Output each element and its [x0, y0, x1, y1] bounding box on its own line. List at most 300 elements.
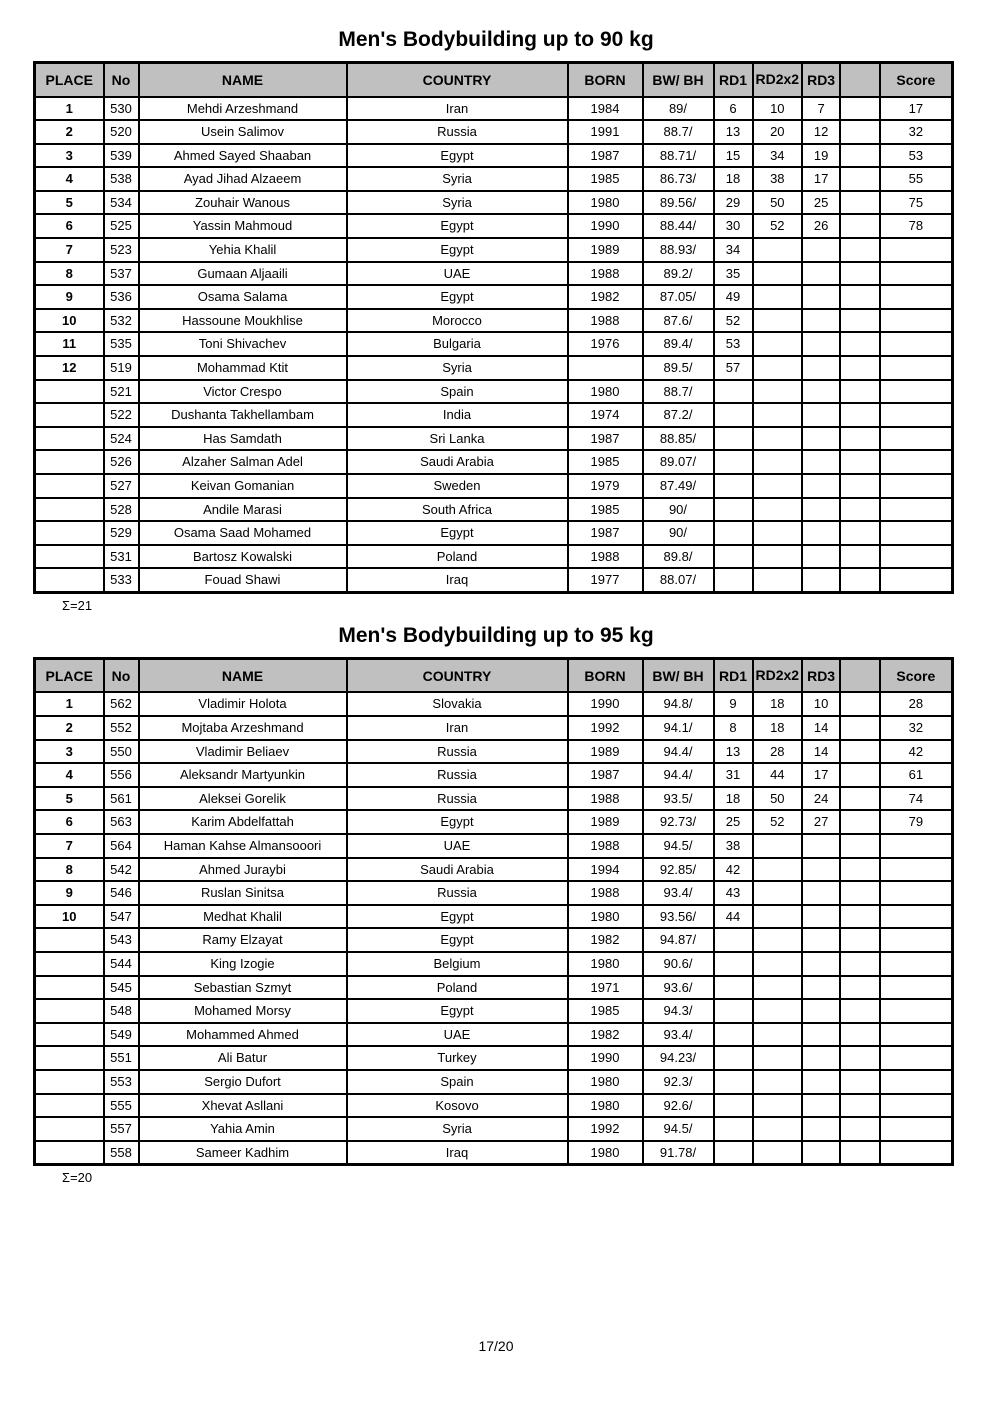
cell-score: 79	[880, 810, 952, 834]
cell-place	[35, 952, 104, 976]
cell-rd1: 42	[714, 858, 753, 882]
cell-born: 1988	[568, 262, 643, 286]
cell-rd1: 43	[714, 881, 753, 905]
cell-bw-bh: 91.78/	[643, 1141, 714, 1165]
cell-no: 519	[104, 356, 139, 380]
cell-born: 1988	[568, 545, 643, 569]
cell-blank	[840, 881, 880, 905]
cell-rd1: 49	[714, 285, 753, 309]
cell-blank	[840, 144, 880, 168]
table-row	[35, 238, 953, 262]
cell-rd2x2	[753, 1141, 803, 1165]
cell-born: 1980	[568, 191, 643, 215]
cell-bw-bh: 87.05/	[643, 285, 714, 309]
cell-rd2x2	[753, 1117, 803, 1141]
cell-no: 546	[104, 881, 139, 905]
cell-place	[35, 521, 104, 545]
cell-bw-bh: 94.3/	[643, 999, 714, 1023]
cell-rd2x2	[753, 332, 803, 356]
cell-name: Ayad Jihad Alzaeem	[139, 167, 347, 191]
cell-rd3	[802, 1117, 840, 1141]
cell-country: Syria	[347, 356, 568, 380]
cell-name: Usein Salimov	[139, 120, 347, 144]
cell-born: 1992	[568, 716, 643, 740]
cell-score: 28	[880, 692, 952, 716]
cell-no: 549	[104, 1023, 139, 1047]
cell-country: Russia	[347, 881, 568, 905]
cell-place	[35, 427, 104, 451]
cell-rd2x2: 38	[753, 167, 803, 191]
cell-rd1	[714, 427, 753, 451]
cell-bw-bh: 86.73/	[643, 167, 714, 191]
table-row	[35, 380, 953, 404]
cell-rd2x2: 34	[753, 144, 803, 168]
table-row	[35, 834, 953, 858]
cell-no: 552	[104, 716, 139, 740]
cell-country: Egypt	[347, 999, 568, 1023]
table-row	[35, 474, 953, 498]
cell-place	[35, 498, 104, 522]
cell-bw-bh: 89.2/	[643, 262, 714, 286]
cell-place: 12	[35, 356, 104, 380]
cell-rd3	[802, 928, 840, 952]
cell-rd1	[714, 521, 753, 545]
section-title-90kg: Men's Bodybuilding up to 90 kg	[338, 28, 654, 51]
cell-rd3: 17	[802, 763, 840, 787]
table-row	[35, 1094, 953, 1118]
cell-place: 6	[35, 214, 104, 238]
cell-rd2x2	[753, 952, 803, 976]
cell-place: 4	[35, 763, 104, 787]
cell-blank	[840, 380, 880, 404]
col-header-country: COUNTRY	[347, 63, 568, 97]
cell-rd2x2	[753, 999, 803, 1023]
cell-born: 1980	[568, 905, 643, 929]
cell-country: Egypt	[347, 214, 568, 238]
cell-name: Ali Batur	[139, 1046, 347, 1070]
cell-country: Kosovo	[347, 1094, 568, 1118]
cell-name: Mojtaba Arzeshmand	[139, 716, 347, 740]
cell-born: 1980	[568, 952, 643, 976]
cell-no: 525	[104, 214, 139, 238]
cell-rd1	[714, 928, 753, 952]
cell-place: 8	[35, 858, 104, 882]
cell-rd3	[802, 999, 840, 1023]
cell-name: Zouhair Wanous	[139, 191, 347, 215]
cell-bw-bh: 88.85/	[643, 427, 714, 451]
cell-country: Saudi Arabia	[347, 858, 568, 882]
cell-name: Ramy Elzayat	[139, 928, 347, 952]
cell-rd3	[802, 1046, 840, 1070]
cell-place: 11	[35, 332, 104, 356]
cell-born: 1980	[568, 1070, 643, 1094]
cell-country: Sweden	[347, 474, 568, 498]
cell-score	[880, 568, 952, 592]
table-row	[35, 740, 953, 764]
table-row	[35, 763, 953, 787]
cell-rd1: 34	[714, 238, 753, 262]
table-row	[35, 262, 953, 286]
cell-country: Iraq	[347, 1141, 568, 1165]
cell-blank	[840, 810, 880, 834]
table-row	[35, 498, 953, 522]
cell-country: South Africa	[347, 498, 568, 522]
table-row	[35, 285, 953, 309]
cell-name: Dushanta Takhellambam	[139, 403, 347, 427]
cell-place: 2	[35, 120, 104, 144]
cell-score	[880, 999, 952, 1023]
cell-blank	[840, 999, 880, 1023]
cell-blank	[840, 356, 880, 380]
cell-no: 524	[104, 427, 139, 451]
col-header-born: BORN	[568, 63, 643, 97]
cell-country: Russia	[347, 787, 568, 811]
table-row	[35, 1046, 953, 1070]
cell-born: 1989	[568, 238, 643, 262]
cell-born: 1991	[568, 120, 643, 144]
table-row	[35, 545, 953, 569]
total-count-90kg: Σ=21	[62, 597, 93, 613]
cell-blank	[840, 787, 880, 811]
cell-born: 1979	[568, 474, 643, 498]
cell-rd1	[714, 952, 753, 976]
cell-score: 61	[880, 763, 952, 787]
cell-rd3: 26	[802, 214, 840, 238]
cell-score	[880, 881, 952, 905]
cell-rd2x2	[753, 356, 803, 380]
cell-score: 55	[880, 167, 952, 191]
cell-place	[35, 1046, 104, 1070]
cell-bw-bh: 87.49/	[643, 474, 714, 498]
cell-no: 564	[104, 834, 139, 858]
cell-country: Egypt	[347, 238, 568, 262]
cell-rd1: 18	[714, 787, 753, 811]
table-row	[35, 521, 953, 545]
cell-score: 42	[880, 740, 952, 764]
cell-score: 32	[880, 120, 952, 144]
cell-score: 17	[880, 97, 952, 121]
cell-bw-bh: 94.8/	[643, 692, 714, 716]
cell-rd2x2	[753, 498, 803, 522]
table-row	[35, 692, 953, 716]
cell-rd1	[714, 1094, 753, 1118]
cell-rd2x2	[753, 1023, 803, 1047]
cell-born: 1990	[568, 1046, 643, 1070]
cell-place	[35, 1141, 104, 1165]
cell-born: 1990	[568, 214, 643, 238]
cell-score	[880, 905, 952, 929]
table-row	[35, 214, 953, 238]
cell-score	[880, 545, 952, 569]
cell-rd2x2	[753, 450, 803, 474]
cell-born: 1987	[568, 763, 643, 787]
cell-rd1: 38	[714, 834, 753, 858]
cell-rd1	[714, 403, 753, 427]
cell-name: Xhevat Asllani	[139, 1094, 347, 1118]
table-row	[35, 568, 953, 592]
cell-rd2x2	[753, 1070, 803, 1094]
cell-rd3: 14	[802, 740, 840, 764]
cell-place: 5	[35, 787, 104, 811]
cell-name: Yehia Khalil	[139, 238, 347, 262]
cell-no: 528	[104, 498, 139, 522]
cell-country: Spain	[347, 380, 568, 404]
cell-rd1: 44	[714, 905, 753, 929]
cell-bw-bh: 88.71/	[643, 144, 714, 168]
cell-rd2x2	[753, 521, 803, 545]
col-header-score: Score	[880, 658, 952, 692]
cell-score	[880, 474, 952, 498]
cell-bw-bh: 94.1/	[643, 716, 714, 740]
cell-born: 1987	[568, 427, 643, 451]
cell-name: Ahmed Sayed Shaaban	[139, 144, 347, 168]
col-header-rd1: RD1	[714, 658, 753, 692]
cell-born: 1987	[568, 144, 643, 168]
cell-country: Iran	[347, 716, 568, 740]
cell-blank	[840, 450, 880, 474]
cell-rd3	[802, 1023, 840, 1047]
cell-name: Mehdi Arzeshmand	[139, 97, 347, 121]
cell-name: Mohammad Ktit	[139, 356, 347, 380]
cell-no: 539	[104, 144, 139, 168]
cell-no: 555	[104, 1094, 139, 1118]
cell-blank	[840, 976, 880, 1000]
cell-rd1	[714, 1023, 753, 1047]
cell-blank	[840, 521, 880, 545]
cell-rd3	[802, 568, 840, 592]
cell-blank	[840, 834, 880, 858]
table-row	[35, 810, 953, 834]
table-row	[35, 905, 953, 929]
cell-rd3	[802, 881, 840, 905]
cell-bw-bh: 87.2/	[643, 403, 714, 427]
cell-country: Turkey	[347, 1046, 568, 1070]
cell-rd2x2: 50	[753, 191, 803, 215]
cell-country: UAE	[347, 262, 568, 286]
cell-bw-bh: 89.5/	[643, 356, 714, 380]
cell-rd2x2: 50	[753, 787, 803, 811]
cell-score	[880, 450, 952, 474]
col-header-rd2x2: RD2x2	[753, 658, 803, 692]
cell-rd2x2: 52	[753, 214, 803, 238]
cell-place: 8	[35, 262, 104, 286]
cell-score	[880, 238, 952, 262]
cell-score: 74	[880, 787, 952, 811]
cell-bw-bh: 89.56/	[643, 191, 714, 215]
cell-bw-bh: 93.5/	[643, 787, 714, 811]
cell-place	[35, 545, 104, 569]
cell-score	[880, 380, 952, 404]
cell-place	[35, 976, 104, 1000]
cell-no: 544	[104, 952, 139, 976]
cell-rd1: 52	[714, 309, 753, 333]
cell-rd1	[714, 568, 753, 592]
cell-country: UAE	[347, 834, 568, 858]
cell-country: Syria	[347, 1117, 568, 1141]
cell-no: 553	[104, 1070, 139, 1094]
section-95kg	[0, 614, 992, 1186]
cell-country: Saudi Arabia	[347, 450, 568, 474]
cell-rd2x2: 44	[753, 763, 803, 787]
cell-rd3	[802, 356, 840, 380]
cell-rd3	[802, 450, 840, 474]
cell-born: 1988	[568, 787, 643, 811]
cell-no: 536	[104, 285, 139, 309]
cell-country: Syria	[347, 167, 568, 191]
cell-blank	[840, 191, 880, 215]
cell-no: 533	[104, 568, 139, 592]
cell-place	[35, 474, 104, 498]
table-row	[35, 858, 953, 882]
cell-no: 530	[104, 97, 139, 121]
cell-bw-bh: 94.5/	[643, 1117, 714, 1141]
results-table-95kg	[33, 657, 954, 1166]
cell-bw-bh: 92.3/	[643, 1070, 714, 1094]
cell-rd1: 13	[714, 120, 753, 144]
cell-blank	[840, 498, 880, 522]
cell-born: 1982	[568, 285, 643, 309]
cell-born: 1974	[568, 403, 643, 427]
cell-score	[880, 262, 952, 286]
cell-score: 78	[880, 214, 952, 238]
cell-rd3: 17	[802, 167, 840, 191]
cell-rd1	[714, 474, 753, 498]
table-row	[35, 167, 953, 191]
cell-born: 1989	[568, 810, 643, 834]
cell-rd1: 25	[714, 810, 753, 834]
cell-blank	[840, 716, 880, 740]
cell-rd3: 10	[802, 692, 840, 716]
col-header-blank	[840, 63, 880, 97]
cell-born: 1985	[568, 450, 643, 474]
cell-no: 548	[104, 999, 139, 1023]
cell-blank	[840, 262, 880, 286]
cell-name: Vladimir Beliaev	[139, 740, 347, 764]
cell-no: 527	[104, 474, 139, 498]
cell-no: 542	[104, 858, 139, 882]
cell-place: 5	[35, 191, 104, 215]
cell-country: Iraq	[347, 568, 568, 592]
cell-country: Egypt	[347, 810, 568, 834]
cell-blank	[840, 568, 880, 592]
cell-rd1	[714, 1070, 753, 1094]
table-row	[35, 332, 953, 356]
cell-rd1	[714, 498, 753, 522]
table-row	[35, 999, 953, 1023]
cell-bw-bh: 92.6/	[643, 1094, 714, 1118]
cell-rd3: 24	[802, 787, 840, 811]
cell-place	[35, 568, 104, 592]
cell-no: 535	[104, 332, 139, 356]
cell-blank	[840, 1046, 880, 1070]
cell-no: 550	[104, 740, 139, 764]
cell-place	[35, 1070, 104, 1094]
cell-rd1: 8	[714, 716, 753, 740]
col-header-rd1: RD1	[714, 63, 753, 97]
cell-rd1	[714, 450, 753, 474]
cell-no: 537	[104, 262, 139, 286]
cell-rd2x2: 52	[753, 810, 803, 834]
cell-name: Karim Abdelfattah	[139, 810, 347, 834]
cell-place: 3	[35, 144, 104, 168]
cell-place	[35, 999, 104, 1023]
table-row	[35, 1070, 953, 1094]
cell-name: Yahia Amin	[139, 1117, 347, 1141]
table-row	[35, 309, 953, 333]
cell-rd2x2: 18	[753, 692, 803, 716]
cell-blank	[840, 1023, 880, 1047]
cell-rd3	[802, 834, 840, 858]
cell-blank	[840, 1117, 880, 1141]
cell-rd1: 53	[714, 332, 753, 356]
col-header-bw-bh: BW/ BH	[643, 63, 714, 97]
cell-rd2x2	[753, 834, 803, 858]
cell-rd3	[802, 521, 840, 545]
cell-rd2x2	[753, 928, 803, 952]
cell-rd2x2	[753, 545, 803, 569]
cell-rd1: 31	[714, 763, 753, 787]
cell-bw-bh: 89.8/	[643, 545, 714, 569]
cell-score	[880, 976, 952, 1000]
cell-bw-bh: 93.6/	[643, 976, 714, 1000]
cell-blank	[840, 1094, 880, 1118]
cell-rd2x2	[753, 1094, 803, 1118]
cell-rd1	[714, 976, 753, 1000]
total-count-95kg: Σ=20	[62, 1170, 93, 1186]
col-header-born: BORN	[568, 658, 643, 692]
cell-rd1	[714, 999, 753, 1023]
cell-name: Andile Marasi	[139, 498, 347, 522]
cell-born: 1985	[568, 167, 643, 191]
table-row	[35, 97, 953, 121]
cell-rd1: 6	[714, 97, 753, 121]
cell-country: India	[347, 403, 568, 427]
cell-blank	[840, 858, 880, 882]
cell-blank	[840, 692, 880, 716]
cell-blank	[840, 167, 880, 191]
cell-rd3: 12	[802, 120, 840, 144]
section-90kg	[0, 0, 992, 614]
cell-name: Osama Saad Mohamed	[139, 521, 347, 545]
cell-bw-bh: 88.7/	[643, 380, 714, 404]
cell-no: 531	[104, 545, 139, 569]
cell-name: Aleksei Gorelik	[139, 787, 347, 811]
cell-score	[880, 858, 952, 882]
cell-place	[35, 403, 104, 427]
cell-rd3: 14	[802, 716, 840, 740]
cell-no: 545	[104, 976, 139, 1000]
cell-bw-bh: 92.73/	[643, 810, 714, 834]
cell-name: Medhat Khalil	[139, 905, 347, 929]
cell-country: Egypt	[347, 285, 568, 309]
cell-name: Ruslan Sinitsa	[139, 881, 347, 905]
cell-name: Haman Kahse Almansooori	[139, 834, 347, 858]
cell-rd3: 25	[802, 191, 840, 215]
cell-place: 1	[35, 97, 104, 121]
col-header-name: NAME	[139, 63, 347, 97]
cell-no: 529	[104, 521, 139, 545]
cell-no: 538	[104, 167, 139, 191]
cell-place: 6	[35, 810, 104, 834]
cell-bw-bh: 87.6/	[643, 309, 714, 333]
cell-bw-bh: 94.5/	[643, 834, 714, 858]
table-row	[35, 787, 953, 811]
cell-country: Belgium	[347, 952, 568, 976]
cell-born: 1982	[568, 1023, 643, 1047]
cell-rd3	[802, 309, 840, 333]
cell-score	[880, 952, 952, 976]
cell-rd3	[802, 1070, 840, 1094]
